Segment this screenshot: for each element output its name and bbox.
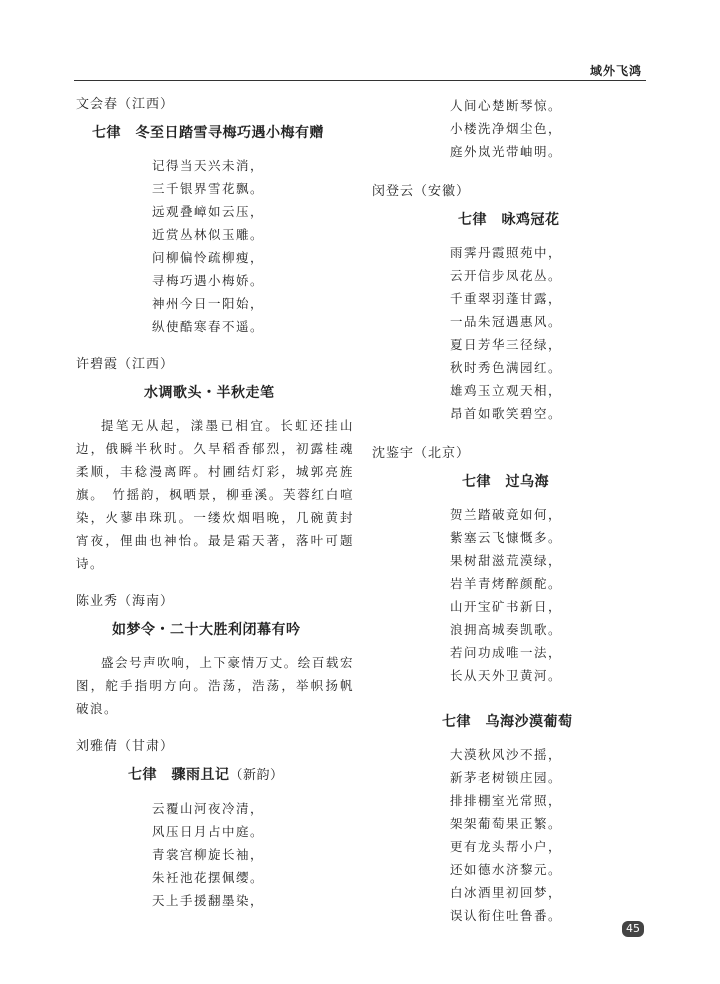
verse-line: 天上手援翻墨染，: [152, 893, 265, 908]
page-number-badge: 45: [622, 921, 644, 937]
poem-prose: 盛会号声吹响，上下豪情万丈。绘百载宏图，舵手指明方向。浩荡，浩荡，举帜扬帆破浪。: [76, 655, 354, 716]
verse-line: 贺兰踏破竟如何，: [450, 507, 563, 522]
verse-line: 云开信步凤花丛。: [450, 268, 563, 283]
verse-line: 架架葡萄果正繁。: [450, 816, 563, 831]
verse-line: 昂首如歌笑碧空。: [450, 406, 563, 421]
poem-title: [76, 764, 354, 787]
verse-line: 一品朱冠遇惠风。: [450, 314, 563, 329]
verse-line: 夏日芳华三径绿，: [450, 337, 563, 352]
verse-line: 远观叠嶂如云压，: [152, 204, 265, 219]
poem-title: 水调歌头・半秋走笔: [144, 385, 275, 401]
poem-prose: 提笔无从起，漾墨已相宜。长虹还挂山边，俄瞬半秋时。久旱稻香郁烈，初露桂魂柔顺，丰稔漫离晖。村圃结灯彩，城郭亮旌旗。 竹摇韵，枫晒景，柳垂溪。芙蓉红白喧染，火蓼串珠玑。一缕炊烟唱晚，几碗黄封宵夜，俚曲也神怡。最是霜天著，落叶可题诗。: [76, 418, 354, 571]
verse-line: 寻梅巧遇小梅娇。: [152, 273, 265, 288]
poem-verses: [76, 797, 354, 912]
header-divider: [74, 80, 646, 81]
poem-continuation: [372, 94, 590, 163]
verse-line: 若问功成唯一法，: [450, 645, 563, 660]
verse-line: 新茅老树锁庄园。: [450, 770, 563, 785]
poem-verses: [372, 743, 590, 927]
left-column: [76, 94, 354, 912]
poem-title: 七律 咏鸡冠花: [458, 212, 560, 228]
verse-line: 还如德水济黎元。: [450, 862, 563, 877]
verse-line: 排排棚室光常照，: [450, 793, 563, 808]
poem-wen-huichun: [76, 94, 354, 338]
poem-xu-bixia: [76, 354, 354, 575]
poem-author: 许碧霞（江西）: [76, 357, 175, 372]
poem-author: 陈业秀（海南）: [76, 594, 175, 609]
poem-chen-yexiu: [76, 591, 354, 720]
verse-line: 风压日月占中庭。: [152, 824, 265, 839]
poem-author: 刘雅倩（甘肃）: [76, 739, 175, 754]
verse-line: 紫塞云飞慷慨多。: [450, 530, 563, 545]
verse-line: 小楼洗净烟尘色，: [450, 121, 563, 136]
poem-min-dengyun: [372, 181, 590, 425]
verse-line: 岩羊青烤醉颜酡。: [450, 576, 563, 591]
verse-line: 雨霁丹霞照苑中，: [450, 245, 563, 260]
poem-author: 文会春（江西）: [76, 97, 175, 112]
poem-verses: [372, 503, 590, 687]
verse-line: 误认衔住吐鲁番。: [450, 908, 563, 923]
poem-title: 七律 过乌海: [462, 474, 549, 490]
verse-line: 浪拥高城奏凯歌。: [450, 622, 563, 637]
poem-wuhai-grapes: [372, 711, 590, 927]
verse-line: 雄鸡玉立观天相，: [450, 383, 563, 398]
verse-line: 近赏丛林似玉雕。: [152, 227, 265, 242]
poem-verses: [372, 241, 590, 425]
verse-line: 青裳宫柳旋长袖，: [152, 847, 265, 862]
right-column: [372, 94, 590, 927]
poem-shen-jianyu: [372, 443, 590, 687]
poem-title: 七律 冬至日踏雪寻梅巧遇小梅有赠: [92, 125, 324, 141]
poem-title: 七律 乌海沙漠葡萄: [442, 714, 573, 730]
verse-line: 庭外岚光带岫明。: [450, 144, 563, 159]
verse-line: 人间心楚断琴惊。: [450, 98, 563, 113]
verse-line: 问柳偏怜疏柳瘦，: [152, 250, 265, 265]
verse-line: 更有龙头帮小户，: [450, 839, 563, 854]
poem-title-note: （新韵）: [229, 768, 284, 783]
verse-line: 纵使酷寒春不遥。: [152, 319, 265, 334]
verse-line: 千重翠羽蓬甘露，: [450, 291, 563, 306]
poem-title: 如梦令・二十大胜利闭幕有吟: [112, 622, 301, 638]
poem-title-main: 七律 骤雨且记: [128, 767, 230, 783]
verse-line: 长从天外卫黄河。: [450, 668, 563, 683]
poem-verses: [76, 154, 354, 338]
poem-author: 闵登云（安徽）: [372, 184, 471, 199]
verse-line: 大漠秋风沙不摇，: [450, 747, 563, 762]
verse-line: 云覆山河夜冷清，: [152, 801, 265, 816]
verse-line: 果树甜滋荒漠绿，: [450, 553, 563, 568]
poem-author: 沈鉴宇（北京）: [372, 446, 471, 461]
verse-line: 朱衽池花摆佩缨。: [152, 870, 265, 885]
poem-verses: [372, 94, 590, 163]
poem-liu-yaqian: [76, 736, 354, 912]
verse-line: 记得当天兴未消，: [152, 158, 265, 173]
verse-line: 神州今日一阳始，: [152, 296, 265, 311]
verse-line: 三千银界雪花飘。: [152, 181, 265, 196]
verse-line: 山开宝矿书新日，: [450, 599, 563, 614]
section-title: 域外飞鸿: [589, 64, 642, 78]
verse-line: 秋时秀色满园红。: [450, 360, 563, 375]
verse-line: 白冰酒里初回梦，: [450, 885, 563, 900]
